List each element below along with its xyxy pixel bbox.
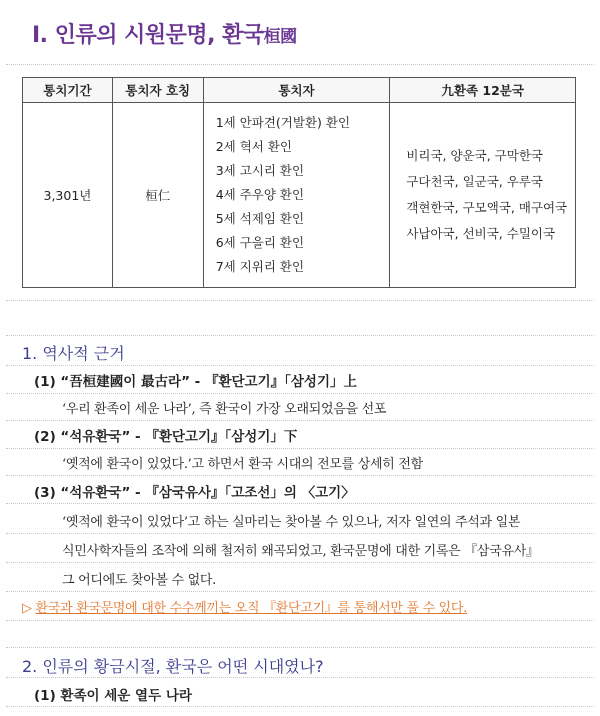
section2-item1-label: (1) 환족이 세운 열두 나라 [34, 688, 192, 704]
ruler-item: 4세 주우양 환인 [215, 187, 305, 202]
divider [6, 503, 594, 504]
conclusion-note [22, 597, 467, 616]
header-rulers: 통치자 [203, 78, 390, 103]
section1-heading: 1. 역사적 근거 [22, 344, 125, 363]
divider [6, 533, 594, 534]
divider [6, 300, 594, 301]
cell-states [390, 103, 576, 288]
ruler-item: 1세 안파견(거발환) 환인 [215, 115, 351, 130]
page-title-hanja: 桓國 [263, 27, 297, 47]
page-title [32, 18, 297, 49]
divider [6, 64, 594, 65]
header-period: 통치기간 [23, 78, 113, 103]
section1-item3-label: (3) “석유환국” - 『삼국유사』「고조선」의 〈고기〉 [34, 485, 355, 501]
ruler-item: 6세 구을리 환인 [215, 235, 305, 250]
divider [6, 562, 594, 563]
cell-title: 桓仁 [112, 103, 203, 288]
divider [6, 647, 594, 648]
ruler-item: 3세 고시리 환인 [215, 163, 305, 178]
divider [6, 591, 594, 592]
rulers-table [22, 77, 576, 288]
divider [6, 475, 594, 476]
section1-item3-line: 식민사학자들의 조작에 의해 철저히 왜곡되었고, 환국문명에 대한 기록은 『삼국유사』 [62, 544, 539, 559]
section1-item2-text: ‘옛적에 환국이 있었다.’고 하면서 환국 시대의 전모를 상세히 전함 [62, 457, 423, 472]
section1-item2-label: (2) “석유환국” - 『환단고기』「삼성기」下 [34, 429, 298, 445]
header-title: 통치자 호칭 [112, 78, 203, 103]
section1-item3-line: 그 어디에도 찾아볼 수 없다. [62, 573, 216, 588]
divider [6, 335, 594, 336]
cell-period: 3,301년 [23, 103, 113, 288]
section2-heading: 2. 인류의 황금시절, 환국은 어떤 시대였나? [22, 657, 324, 676]
divider [6, 365, 594, 366]
state-line: 비리국, 양운국, 구막한국 [406, 148, 543, 163]
ruler-item: 7세 지위리 환인 [215, 259, 305, 274]
page-title-text: Ⅰ. 인류의 시원문명, 환국 [32, 23, 264, 48]
divider [6, 420, 594, 421]
triangle-icon: ▷ [22, 601, 32, 616]
state-line: 객현한국, 구모액국, 매구여국 [406, 200, 568, 215]
divider [6, 448, 594, 449]
state-line: 사납아국, 선비국, 수밀이국 [406, 226, 556, 241]
section1-item1-label: (1) “吾桓建國이 最古라” - 『환단고기』「삼성기」上 [34, 374, 357, 390]
ruler-item: 2세 혁서 환인 [215, 139, 292, 154]
divider [6, 393, 594, 394]
conclusion-text: 환국과 환국문명에 대한 수수께끼는 오직 『환단고기』를 통해서만 풀 수 있다. [35, 601, 468, 616]
divider [6, 677, 594, 678]
divider [6, 706, 594, 707]
section1-item3-line: ‘옛적에 환국이 있었다’고 하는 실마리는 찾아볼 수 있으나, 저자 일연의 주석과 일본 [62, 515, 521, 530]
ruler-item: 5세 석제임 환인 [215, 211, 305, 226]
cell-rulers [203, 103, 390, 288]
state-line: 구다천국, 일군국, 우루국 [406, 174, 543, 189]
header-states: 九환족 12분국 [390, 78, 576, 103]
section1-item1-text: ‘우리 환족이 세운 나라’, 즉 환국이 가장 오래되었음을 선포 [62, 402, 387, 417]
divider [6, 620, 594, 621]
